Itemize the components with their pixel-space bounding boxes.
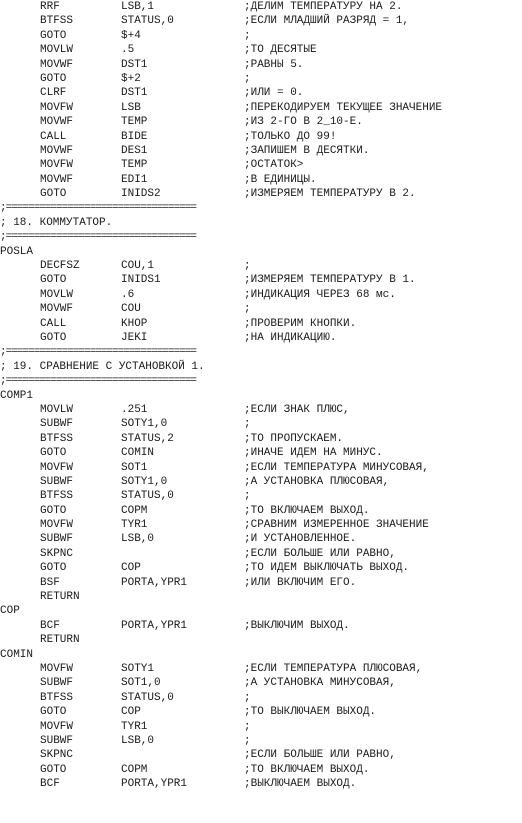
- instruction-comment: ;: [244, 72, 251, 85]
- instruction-operand: EDI1: [121, 173, 148, 186]
- instruction-comment: ;ЕСЛИ МЛАДШИЙ РАЗРЯД = 1,: [244, 15, 410, 28]
- instruction-operand: COPM: [121, 763, 148, 776]
- instruction-mnemonic: GOTO: [40, 447, 67, 460]
- instruction-mnemonic: BSF: [40, 576, 60, 589]
- instruction-line: [0, 532, 522, 546]
- separator-text: ;==================================: [0, 346, 197, 359]
- instruction-operand: $+2: [121, 72, 141, 85]
- separator-line: [0, 201, 522, 215]
- instruction-comment: ;СРАВНИМ ИЗМЕРЕННОЕ ЗНАЧЕНИЕ: [244, 519, 429, 532]
- code-label: COMP1: [0, 389, 34, 402]
- label-line: [0, 389, 522, 403]
- instruction-mnemonic: GOTO: [40, 274, 67, 287]
- instruction-line: [0, 173, 522, 187]
- instruction-line: [0, 259, 522, 273]
- instruction-mnemonic: RETURN: [40, 591, 80, 604]
- instruction-comment: ;: [244, 260, 251, 273]
- separator-text: ;==================================: [0, 202, 197, 215]
- instruction-mnemonic: DECFSZ: [40, 260, 80, 273]
- instruction-comment: ;ВЫКЛЮЧАЕМ ВЫХОД.: [244, 778, 357, 791]
- instruction-line: [0, 14, 522, 28]
- instruction-comment: ;: [244, 418, 251, 431]
- instruction-operand: $+4: [121, 29, 141, 42]
- instruction-line: [0, 130, 522, 144]
- instruction-line: [0, 662, 522, 676]
- instruction-operand: TEMP: [121, 116, 148, 129]
- instruction-mnemonic: SKPNC: [40, 547, 74, 560]
- instruction-comment: ;ЕСЛИ БОЛЬШЕ ИЛИ РАВНО,: [244, 749, 396, 762]
- separator-text: ;==================================: [0, 231, 197, 244]
- instruction-operand: .6: [121, 288, 135, 301]
- instruction-mnemonic: GOTO: [40, 763, 67, 776]
- instruction-line: [0, 547, 522, 561]
- instruction-mnemonic: GOTO: [40, 72, 67, 85]
- instruction-operand: LSB,0: [121, 533, 155, 546]
- instruction-operand: SOT1: [121, 461, 148, 474]
- separator-line: [0, 374, 522, 388]
- instruction-line: [0, 777, 522, 791]
- instruction-line: [0, 763, 522, 777]
- instruction-line: [0, 29, 522, 43]
- instruction-operand: PORTA,YPR1: [121, 619, 188, 632]
- instruction-line: [0, 43, 522, 57]
- instruction-operand: COMIN: [121, 447, 155, 460]
- instruction-operand: DES1: [121, 144, 148, 157]
- instruction-mnemonic: GOTO: [40, 331, 67, 344]
- instruction-operand: TYR1: [121, 720, 148, 733]
- instruction-line: [0, 720, 522, 734]
- instruction-comment: ;: [244, 29, 251, 42]
- instruction-line: [0, 705, 522, 719]
- instruction-line: [0, 461, 522, 475]
- instruction-operand: DST1: [121, 58, 148, 71]
- instruction-comment: ;И УСТАНОВЛЕННОЕ.: [244, 533, 357, 546]
- instruction-line: [0, 101, 522, 115]
- instruction-comment: ;А УСТАНОВКА ПЛЮСОВАЯ,: [244, 475, 390, 488]
- instruction-line: [0, 518, 522, 532]
- instruction-comment: ;ИЗ 2-ГО В 2_10-Е.: [244, 116, 363, 129]
- instruction-mnemonic: SUBWF: [40, 418, 74, 431]
- instruction-operand: PORTA,YPR1: [121, 778, 188, 791]
- instruction-operand: COPM: [121, 504, 148, 517]
- instruction-mnemonic: MOVLW: [40, 44, 74, 57]
- instruction-comment: ;ИЛИ = 0.: [244, 87, 304, 100]
- instruction-line: [0, 86, 522, 100]
- label-line: [0, 245, 522, 259]
- instruction-mnemonic: BTFSS: [40, 490, 74, 503]
- code-label: COP: [0, 605, 20, 618]
- section-heading: [0, 216, 522, 230]
- instruction-mnemonic: MOVFW: [40, 720, 74, 733]
- instruction-operand: PORTA,YPR1: [121, 576, 188, 589]
- instruction-line: [0, 288, 522, 302]
- section-heading-text: ; 19. СРАВНЕНИЕ С УСТАНОВКОЙ 1.: [0, 360, 205, 373]
- instruction-comment: ;ТО ВЫКЛЮЧАЕМ ВЫХОД.: [244, 706, 377, 719]
- instruction-mnemonic: GOTO: [40, 562, 67, 575]
- instruction-operand: KHOP: [121, 317, 148, 330]
- instruction-line: [0, 302, 522, 316]
- instruction-operand: SOTY1,0: [121, 475, 168, 488]
- separator-text: ;==================================: [0, 375, 197, 388]
- instruction-mnemonic: SUBWF: [40, 734, 74, 747]
- instruction-comment: ;НА ИНДИКАЦИЮ.: [244, 331, 337, 344]
- instruction-line: [0, 504, 522, 518]
- instruction-operand: COP: [121, 562, 141, 575]
- instruction-operand: LSB,0: [121, 734, 155, 747]
- instruction-operand: STATUS,0: [121, 15, 174, 28]
- instruction-line: [0, 72, 522, 86]
- instruction-line: [0, 403, 522, 417]
- instruction-line: [0, 317, 522, 331]
- instruction-comment: ;ПРОВЕРИМ КНОПКИ.: [244, 317, 357, 330]
- instruction-line: [0, 144, 522, 158]
- instruction-line: [0, 331, 522, 345]
- instruction-mnemonic: BTFSS: [40, 432, 74, 445]
- instruction-mnemonic: MOVFW: [40, 101, 74, 114]
- instruction-operand: INIDS2: [121, 188, 161, 201]
- instruction-operand: .5: [121, 44, 135, 57]
- instruction-operand: LSB,1: [121, 1, 155, 13]
- instruction-comment: ;ИЗМЕРЯЕМ ТЕМПЕРАТУРУ В 2.: [244, 188, 416, 201]
- instruction-line: [0, 748, 522, 762]
- instruction-mnemonic: GOTO: [40, 706, 67, 719]
- instruction-comment: ;: [244, 691, 251, 704]
- instruction-line: [0, 734, 522, 748]
- instruction-mnemonic: GOTO: [40, 29, 67, 42]
- instruction-operand: STATUS,0: [121, 691, 174, 704]
- instruction-operand: LSB: [121, 101, 141, 114]
- instruction-comment: ;В ЕДИНИЦЫ.: [244, 173, 317, 186]
- instruction-operand: STATUS,0: [121, 490, 174, 503]
- instruction-line: [0, 187, 522, 201]
- instruction-mnemonic: CALL: [40, 317, 67, 330]
- instruction-comment: ;ЕСЛИ ТЕМПЕРАТУРА МИНУСОВАЯ,: [244, 461, 429, 474]
- instruction-comment: ;ЕСЛИ БОЛЬШЕ ИЛИ РАВНО,: [244, 547, 396, 560]
- instruction-mnemonic: GOTO: [40, 504, 67, 517]
- instruction-line: [0, 475, 522, 489]
- instruction-comment: ;РАВНЫ 5.: [244, 58, 304, 71]
- instruction-comment: ;ИЗМЕРЯЕМ ТЕМПЕРАТУРУ В 1.: [244, 274, 416, 287]
- instruction-operand: TYR1: [121, 519, 148, 532]
- instruction-mnemonic: MOVLW: [40, 403, 74, 416]
- instruction-mnemonic: BCF: [40, 619, 60, 632]
- separator-line: [0, 345, 522, 359]
- instruction-line: [0, 619, 522, 633]
- instruction-operand: INIDS1: [121, 274, 161, 287]
- instruction-comment: ;ЕСЛИ ТЕМПЕРАТУРА ПЛЮСОВАЯ,: [244, 662, 423, 675]
- instruction-mnemonic: BTFSS: [40, 691, 74, 704]
- instruction-operand: STATUS,2: [121, 432, 174, 445]
- instruction-mnemonic: RRF: [40, 1, 60, 13]
- instruction-operand: BIDE: [121, 130, 148, 143]
- instruction-mnemonic: RETURN: [40, 634, 80, 647]
- instruction-mnemonic: CLRF: [40, 87, 67, 100]
- instruction-comment: ;: [244, 734, 251, 747]
- instruction-line: [0, 446, 522, 460]
- instruction-operand: DST1: [121, 87, 148, 100]
- instruction-comment: ;ДЕЛИМ ТЕМПЕРАТУРУ НА 2.: [244, 1, 403, 13]
- instruction-comment: ;ИНАЧЕ ИДЕМ НА МИНУС.: [244, 447, 383, 460]
- instruction-line: [0, 273, 522, 287]
- instruction-operand: SOT1,0: [121, 677, 161, 690]
- instruction-operand: SOTY1,0: [121, 418, 168, 431]
- instruction-mnemonic: MOVWF: [40, 303, 74, 316]
- section-heading-text: ; 18. КОММУТАТОР.: [0, 216, 113, 229]
- instruction-line: [0, 676, 522, 690]
- instruction-mnemonic: MOVWF: [40, 58, 74, 71]
- instruction-operand: COU,1: [121, 260, 155, 273]
- instruction-mnemonic: SUBWF: [40, 677, 74, 690]
- instruction-line: [0, 0, 522, 14]
- instruction-mnemonic: SUBWF: [40, 475, 74, 488]
- instruction-mnemonic: SKPNC: [40, 749, 74, 762]
- instruction-operand: TEMP: [121, 159, 148, 172]
- instruction-line: [0, 115, 522, 129]
- instruction-mnemonic: MOVWF: [40, 173, 74, 186]
- code-label: COMIN: [0, 648, 34, 661]
- instruction-operand: COU: [121, 303, 141, 316]
- instruction-line: [0, 158, 522, 172]
- instruction-comment: ;ПЕРЕКОДИРУЕМ ТЕКУЩЕЕ ЗНАЧЕНИЕ: [244, 101, 443, 114]
- instruction-mnemonic: MOVFW: [40, 461, 74, 474]
- instruction-mnemonic: MOVLW: [40, 288, 74, 301]
- instruction-line: [0, 561, 522, 575]
- instruction-comment: ;ТО ВКЛЮЧАЕМ ВЫХОД.: [244, 504, 370, 517]
- instruction-operand: SOTY1: [121, 662, 155, 675]
- instruction-comment: ;ОСТАТОК>: [244, 159, 304, 172]
- instruction-mnemonic: MOVFW: [40, 662, 74, 675]
- instruction-mnemonic: BTFSS: [40, 15, 74, 28]
- instruction-operand: JEKI: [121, 331, 148, 344]
- instruction-line: [0, 489, 522, 503]
- instruction-mnemonic: SUBWF: [40, 533, 74, 546]
- instruction-comment: ;ТО ВКЛЮЧАЕМ ВЫХОД.: [244, 763, 370, 776]
- section-heading: [0, 360, 522, 374]
- instruction-comment: ;ТОЛЬКО ДО 99!: [244, 130, 337, 143]
- instruction-comment: ;ВЫКЛЮЧИМ ВЫХОД.: [244, 619, 350, 632]
- instruction-line: [0, 590, 522, 604]
- label-line: [0, 604, 522, 618]
- label-line: [0, 648, 522, 662]
- instruction-mnemonic: MOVFW: [40, 519, 74, 532]
- instruction-comment: ;ТО ИДЕМ ВЫКЛЮЧАТЬ ВЫХОД.: [244, 562, 410, 575]
- instruction-mnemonic: BCF: [40, 778, 60, 791]
- instruction-comment: ;: [244, 303, 251, 316]
- instruction-mnemonic: MOVWF: [40, 116, 74, 129]
- instruction-line: [0, 633, 522, 647]
- instruction-comment: ;: [244, 720, 251, 733]
- instruction-comment: ;ЕСЛИ ЗНАК ПЛЮС,: [244, 403, 350, 416]
- instruction-line: [0, 58, 522, 72]
- instruction-comment: ;ИНДИКАЦИЯ ЧЕРЕЗ 68 мс.: [244, 288, 396, 301]
- instruction-line: [0, 432, 522, 446]
- instruction-mnemonic: MOVWF: [40, 144, 74, 157]
- instruction-mnemonic: CALL: [40, 130, 67, 143]
- instruction-mnemonic: GOTO: [40, 188, 67, 201]
- instruction-comment: ;ИЛИ ВКЛЮЧИМ ЕГО.: [244, 576, 357, 589]
- instruction-comment: ;: [244, 490, 251, 503]
- instruction-comment: ;ЗАПИШЕМ В ДЕСЯТКИ.: [244, 144, 370, 157]
- code-label: POSLA: [0, 245, 34, 258]
- instruction-line: [0, 417, 522, 431]
- instruction-line: [0, 576, 522, 590]
- separator-line: [0, 230, 522, 244]
- instruction-operand: .251: [121, 403, 148, 416]
- instruction-operand: COP: [121, 706, 141, 719]
- instruction-comment: ;А УСТАНОВКА МИНУСОВАЯ,: [244, 677, 396, 690]
- instruction-mnemonic: MOVFW: [40, 159, 74, 172]
- instruction-line: [0, 691, 522, 705]
- instruction-comment: ;ТО ПРОПУСКАЕМ.: [244, 432, 344, 445]
- instruction-comment: ;ТО ДЕСЯТЫЕ: [244, 44, 317, 57]
